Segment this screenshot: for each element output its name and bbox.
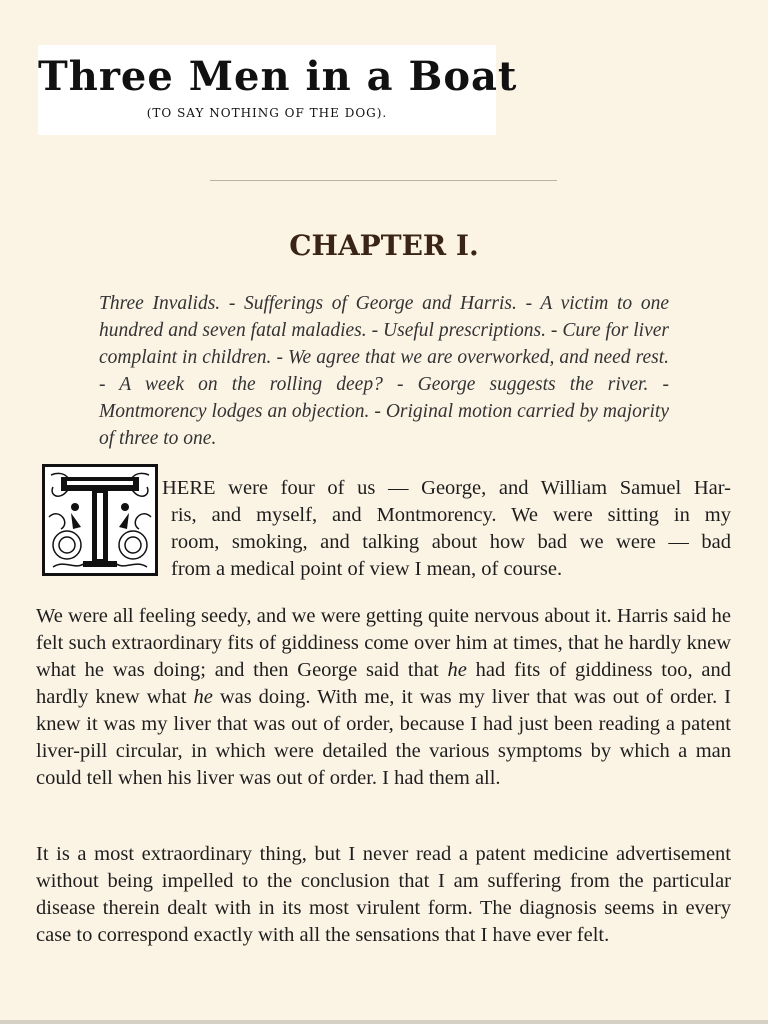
title-banner — [38, 45, 518, 135]
bottom-scroll-bar — [0, 1020, 768, 1024]
paragraph-2 — [36, 603, 731, 792]
paragraph-1-line-2: ris, and myself, and Montmorency. We were sitting in my — [171, 504, 731, 526]
chapter-title: CHAPTER I. — [289, 229, 479, 262]
section-divider — [210, 180, 557, 181]
paragraph-2-part-3: was doing. With me, it was my liver that was out of order. I knew it was my liver that was out of order, because I had just been reading a patent liver-pill circular, in which were detailed the various symptoms by which a man could tell when his liver was out of order. I had them all. — [36, 686, 732, 789]
paragraph-1-line-3: room, smoking, and talking about how bad we were — bad — [171, 531, 731, 553]
paragraph-2-part-1: We were all feeling seedy, and we were getting quite nervous about it. Harris said he felt such extraordinary fits of giddiness come over him at times, that he hardly knew what he was doing; and then George said that — [36, 605, 731, 681]
paragraph-2-emphasis-1: he — [447, 659, 467, 681]
paragraph-1-line-4: from a medical point of view I mean, of course. — [171, 558, 563, 580]
paragraph-1-line-1: HERE were four of us — George, and William Samuel Har- — [162, 477, 731, 499]
drop-cap-illustration — [42, 464, 158, 576]
paragraph-3: It is a most extraordinary thing, but I never read a patent medicine advertisement without being impelled to the conclusion that I am suffering from the particular disease therein dealt with in its most virulent form. The diagnosis seems in every case to correspond exactly with all the sensations that I have ever felt. — [36, 843, 731, 946]
banner-title: Three Men in a Boat — [38, 53, 518, 100]
ornament-icon — [45, 467, 155, 573]
chapter-summary: Three Invalids. - Sufferings of George and Harris. - A victim to one hundred and seven fatal maladies. - Useful prescriptions. - Cure for liver complaint in children. - We agree that we are overworked, and need rest. - A week on the rolling deep? - George suggests the river. - Montmorency lodges an objection. - Original motion carried by majority of three to one. — [99, 293, 669, 449]
paragraph-2-part-2: had fits of giddiness too, and hardly knew what — [36, 659, 731, 708]
banner-subtitle: (TO SAY NOTHING OF THE DOG). — [146, 106, 388, 120]
paragraph-2-emphasis-2: he — [193, 686, 213, 708]
